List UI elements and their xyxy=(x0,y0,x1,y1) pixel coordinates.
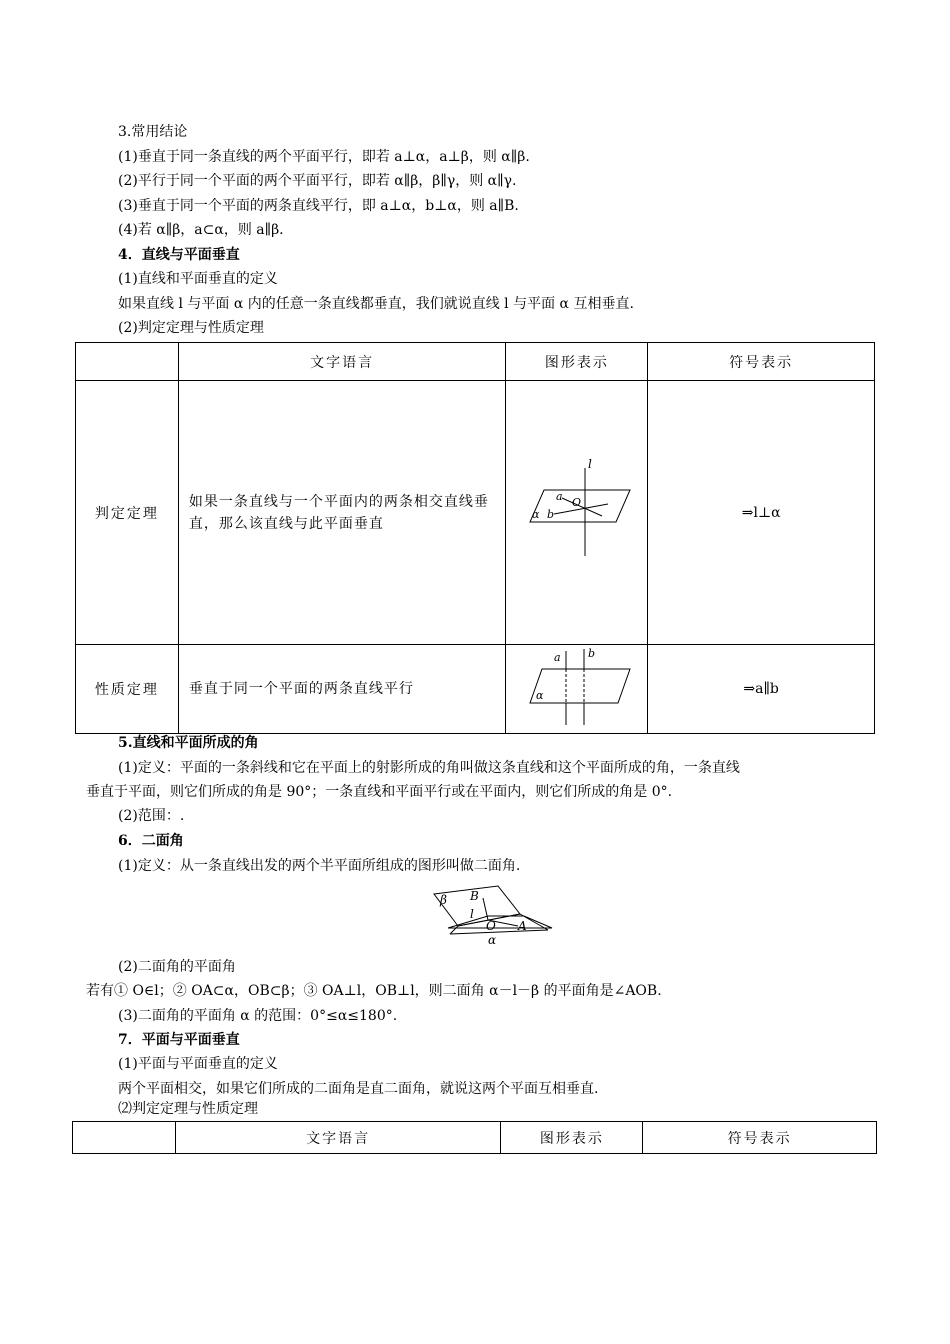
section6-range: (3)二面角的平面角 α 的范围：0°≤α≤180°. xyxy=(118,1008,398,1024)
section4-title: 4．直线与平面垂直 xyxy=(118,247,240,263)
section7-title: 7．平面与平面垂直 xyxy=(118,1032,240,1048)
header-text-language: 文字语言 xyxy=(178,343,506,381)
section7-sub2: ⑵判定定理与性质定理 xyxy=(118,1101,258,1117)
row-name-property: 性质定理 xyxy=(76,645,179,734)
section5-title: 5.直线和平面所成的角 xyxy=(118,735,259,751)
header-symbol: 符号表示 xyxy=(643,1122,877,1154)
table-row xyxy=(76,381,875,645)
section6-plane-angle: 若有① O∈l；② OA⊂α，OB⊂β；③ OA⊥l，OB⊥l，则二面角 α－l－β 的平面角是∠AOB. xyxy=(86,983,662,999)
section7-sub1: (1)平面与平面垂直的定义 xyxy=(118,1056,278,1072)
table-header-row xyxy=(76,343,875,381)
row-name-criterion: 判定定理 xyxy=(76,381,179,645)
header-empty xyxy=(73,1122,176,1154)
label-beta: β xyxy=(440,893,447,907)
header-text-language: 文字语言 xyxy=(175,1122,501,1154)
row-symbol-criterion: ⇒l⊥α xyxy=(648,381,875,645)
theorem-table-line-plane xyxy=(75,342,875,734)
conclusion-2: (2)平行于同一个平面的两个平面平行，即若 α∥β，β∥γ，则 α∥γ. xyxy=(118,173,517,189)
section3-title: 3.常用结论 xyxy=(118,124,188,140)
row-text-criterion: 如果一条直线与一个平面内的两条相交直线垂直，那么该直线与此平面垂直 xyxy=(178,381,506,645)
row-text-property: 垂直于同一个平面的两条直线平行 xyxy=(178,645,506,734)
header-symbol: 符号表示 xyxy=(648,343,875,381)
label-a: a xyxy=(553,651,561,664)
label-alpha: α xyxy=(535,689,544,702)
dihedral-angle-figure xyxy=(428,878,558,948)
label-alpha: α xyxy=(531,507,540,521)
conclusion-1: (1)垂直于同一条直线的两个平面平行，即若 a⊥α，a⊥β，则 α∥β. xyxy=(118,149,530,165)
section5-definition-line2: 垂直于平面，则它们所成的角是 90°；一条直线和平面平行或在平面内，则它们所成的角是 0°. xyxy=(86,784,673,800)
figure-cell-property xyxy=(506,645,648,734)
table-row xyxy=(76,645,875,734)
conclusion-3: (3)垂直于同一个平面的两条直线平行，即 a⊥α，b⊥α，则 a∥B. xyxy=(118,198,519,214)
label-alpha: α xyxy=(488,933,497,947)
label-l: l xyxy=(470,907,474,921)
label-O: O xyxy=(486,919,496,933)
section5-definition-line1: (1)定义：平面的一条斜线和它在平面上的射影所成的角叫做这条直线和这个平面所成的角，一条直线 xyxy=(118,760,740,776)
section6-definition: (1)定义：从一条直线出发的两个半平面所组成的图形叫做二面角. xyxy=(118,858,521,874)
header-figure: 图形表示 xyxy=(501,1122,643,1154)
label-A: A xyxy=(518,919,527,933)
parallel-lines-plane-figure xyxy=(522,645,632,729)
line-perpendicular-plane-figure xyxy=(522,456,632,566)
conclusion-4: (4)若 α∥β，a⊂α，则 a∥β. xyxy=(118,222,284,238)
header-empty xyxy=(76,343,179,381)
section6-title: 6．二面角 xyxy=(118,833,184,849)
label-O: O xyxy=(571,495,581,509)
label-b: b xyxy=(546,507,554,521)
section5-range: (2)范围：. xyxy=(118,808,185,824)
section4-sub2: (2)判定定理与性质定理 xyxy=(118,320,264,336)
section7-definition: 两个平面相交，如果它们所成的二面角是直二面角，就说这两个平面互相垂直. xyxy=(118,1081,599,1097)
label-l: l xyxy=(587,456,592,471)
section4-sub1: (1)直线和平面垂直的定义 xyxy=(118,271,278,287)
figure-cell-criterion xyxy=(506,381,648,645)
row-symbol-property: ⇒a∥b xyxy=(648,645,875,734)
label-a: a xyxy=(555,489,563,503)
section6-sub2: (2)二面角的平面角 xyxy=(118,959,236,975)
theorem-table-plane-plane xyxy=(72,1121,877,1154)
section4-definition: 如果直线 l 与平面 α 内的任意一条直线都垂直，我们就说直线 l 与平面 α 互相垂直. xyxy=(118,296,634,312)
table-header-row xyxy=(73,1122,877,1154)
label-B: B xyxy=(470,889,479,903)
header-figure: 图形表示 xyxy=(506,343,648,381)
label-b: b xyxy=(587,647,595,660)
